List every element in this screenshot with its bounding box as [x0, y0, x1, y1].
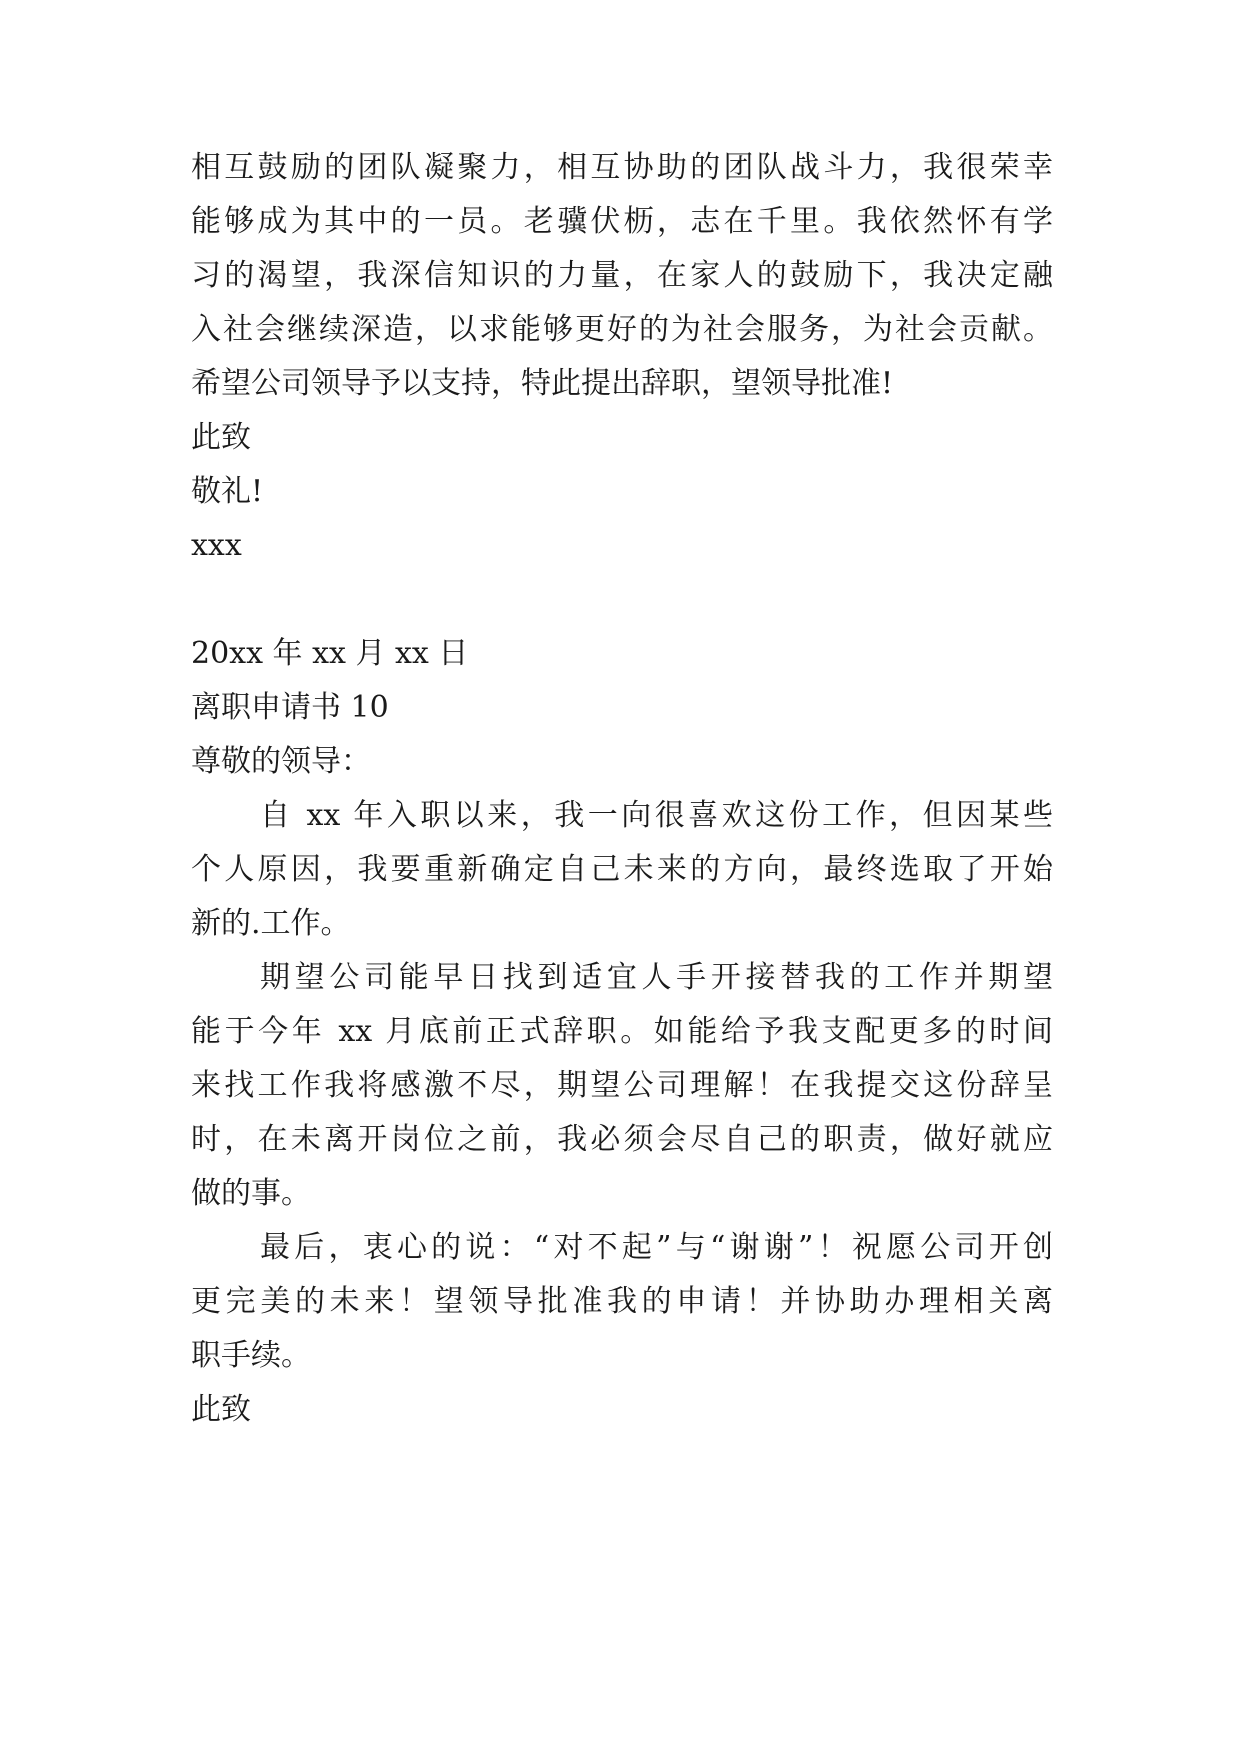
paragraph-line: 个人原因，我要重新确定自己未来的方向，最终选取了开始 [191, 852, 1053, 887]
paragraph-line: 做的事。 [191, 1176, 311, 1211]
paragraph-line: 时，在未离开岗位之前，我必须会尽自己的职责，做好就应 [191, 1122, 1053, 1157]
paragraph-line: 更完美的未来！望领导批准我的申请！并协助办理相关离 [191, 1284, 1053, 1319]
paragraph-line: 入社会继续深造，以求能够更好的为社会服务，为社会贡献。 [191, 312, 1053, 347]
paragraph-line: 习的渴望，我深信知识的力量，在家人的鼓励下，我决定融 [191, 258, 1053, 293]
greeting: 尊敬的领导： [191, 744, 371, 779]
section-title: 离职申请书 10 [191, 690, 389, 725]
closing-regards: 敬礼! [191, 474, 264, 509]
paragraph-line: 期望公司能早日找到适宜人手开接替我的工作并期望 [260, 960, 1053, 995]
paragraph-line: 能够成为其中的一员。老骥伏枥，志在千里。我依然怀有学 [191, 204, 1053, 239]
signature-date: 20xx 年 xx 月 xx 日 [191, 636, 469, 671]
signature-name: xxx [191, 528, 242, 563]
paragraph-line: 新的.工作。 [191, 906, 351, 941]
paragraph-line: 来找工作我将感激不尽，期望公司理解！在我提交这份辞呈 [191, 1068, 1053, 1103]
paragraph-line: 能于今年 xx 月底前正式辞职。如能给予我支配更多的时间 [191, 1014, 1053, 1049]
paragraph-line: 职手续。 [191, 1338, 311, 1373]
paragraph-line: 最后，衷心的说：“对不起”与“谢谢”！祝愿公司开创 [260, 1230, 1053, 1265]
closing-salutation: 此致 [191, 1392, 251, 1427]
paragraph-line: 相互鼓励的团队凝聚力，相互协助的团队战斗力，我很荣幸 [191, 150, 1053, 185]
paragraph-line: 自 xx 年入职以来，我一向很喜欢这份工作，但因某些 [260, 798, 1053, 833]
closing-salutation: 此致 [191, 420, 251, 455]
paragraph-line: 希望公司领导予以支持，特此提出辞职，望领导批准! [191, 366, 894, 401]
